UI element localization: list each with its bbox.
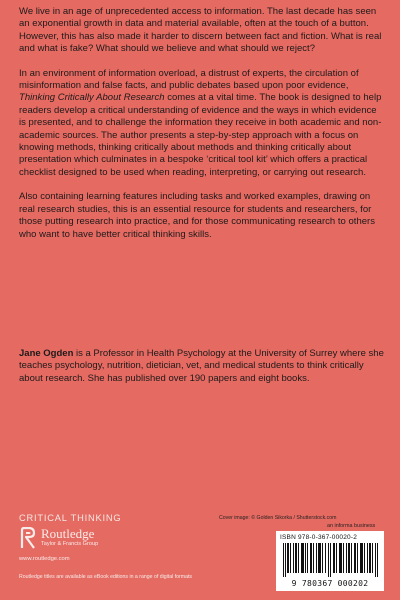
blurb-text bbox=[19, 6, 385, 253]
publisher-group-line1: Taylor & Francis Group bbox=[41, 541, 99, 547]
book-title-mention: Thinking Critically About Research bbox=[19, 92, 165, 104]
author-bio bbox=[19, 348, 385, 385]
publisher-name: Routledge bbox=[41, 526, 95, 541]
blurb-paragraph-2-rest: comes at a vital time. The book is designed to help readers develop a critical understanding of evidence and the ways in which evidence is presented, and to challenge the information they receive in both academic and non-academic sources. The author presents a step-by-step approach with a focus on knowing methods, thinking critically about methods and thinking critically about presentation which culminates in a bespoke ‘critical tool kit’ which offers a practical checklist designed to be used when reading, interpreting, or carrying out research. bbox=[19, 92, 382, 178]
barcode-digits: 9 780367 000202 bbox=[291, 579, 369, 588]
cover-image-credit: Cover image: © Golden Sikorka / Shutterstock.com bbox=[219, 515, 337, 521]
informa-tagline: an informa business bbox=[327, 523, 376, 529]
routledge-logo-icon bbox=[20, 527, 37, 549]
author-bio-text: is a Professor in Health Psychology at the University of Surrey where she teaches psychology, nutrition, dietician, vet, and medical students to think critically about research. She has published over 190 papers and eight books. bbox=[19, 348, 384, 384]
blurb-paragraph-3: Also containing learning features including tasks and worked examples, drawing on real research studies, this is an essential resource for students and researchers, for those putting research into practice, and for those communicating research to others who want to have better critical thinking skills. bbox=[19, 191, 376, 240]
publisher-group bbox=[41, 541, 98, 547]
isbn-label: ISBN 978-0-367-00020-2 bbox=[280, 534, 358, 541]
publisher-url: www.routledge.com bbox=[19, 556, 70, 562]
ebook-availability-note: Routledge titles are available as eBook editions in a range of digital formats bbox=[19, 574, 193, 580]
barcode-panel bbox=[276, 531, 384, 591]
author-name: Jane Ogden bbox=[19, 348, 74, 359]
blurb-paragraph-2 bbox=[19, 68, 385, 180]
barcode-icon bbox=[283, 543, 378, 577]
blurb-paragraph-2-intro: In an environment of information overload, a distrust of experts, the circulation of misinformation and false facts, and public debates based upon poor evidence, bbox=[19, 67, 359, 92]
blurb-paragraph-1: We live in an age of unprecedented access to information. The last decade has seen an exponential growth in data and material available, often at the touch of a button. However, this has also made it harder to discern between fact and fiction. What is real and what is fake? What should we believe and what should we reject? bbox=[19, 6, 382, 55]
subject-category: CRITICAL THINKING bbox=[19, 513, 122, 523]
